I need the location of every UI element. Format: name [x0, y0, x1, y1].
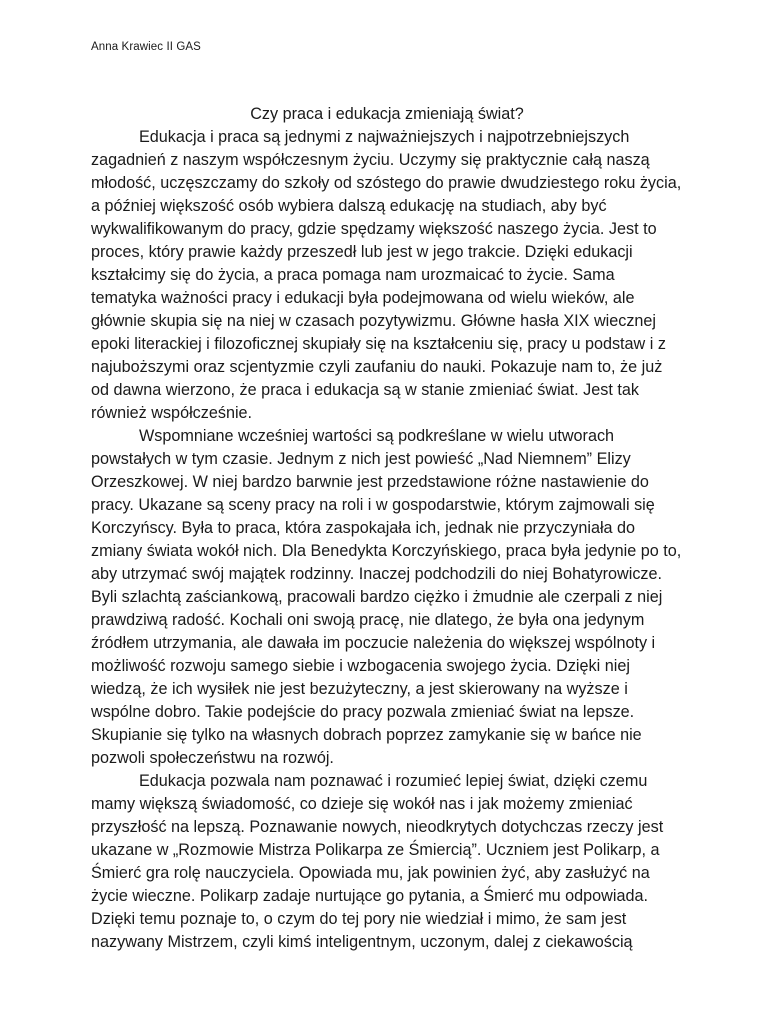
document-title: Czy praca i edukacja zmieniają świat? [250, 105, 524, 123]
paragraph-2: Wspomniane wcześniej wartości są podkreślane w wielu utworach powstałych w tym czasie. Jednym z nich jest powieść „Nad Niemnem” Elizy Orzeszkowej. W niej bardzo barwnie jest przedstawione różne nastawienie do pracy. Ukazane są sceny pracy na roli i w gospodarstwie, którym zajmowali się Korczyńscy. Była to praca, która zaspokajała ich, jednak nie przyczyniała do zmiany świata wokół nich. Dla Benedykta Korczyńskiego, praca była jedynie po to, aby utrzymać swój majątek rodzinny. Inaczej podchodzili do niej Bohatyrowicze. Byli szlachtą zaściankową, pracowali bardzo ciężko i żmudnie ale czerpali z niej prawdziwą radość. Kochali oni swoją pracę, nie dlatego, że była ona jedynym źródłem utrzymania, ale dawała im poczucie należenia do większej wspólnoty i możliwość rozwoju samego siebie i wzbogacenia swojego życia. Dzięki niej wiedzą, że ich wysiłek nie jest bezużyteczny, a jest skierowany na wyższe i wspólne dobro. Takie podejście do pracy pozwala zmieniać świat na lepsze. Skupianie się tylko na własnych dobrach poprzez zamykanie się w bańce nie pozwoli społeczeństwu na rozwój. [91, 427, 682, 767]
author-header: Anna Krawiec II GAS [91, 41, 201, 53]
document-body [91, 103, 683, 954]
paragraph-3: Edukacja pozwala nam poznawać i rozumieć lepiej świat, dzięki czemu mamy większą świadomość, co dzieje się wokół nas i jak możemy zmieniać przyszłość na lepszą. Poznawanie nowych, nieodkrytych dotychczas rzeczy jest ukazane w „Rozmowie Mistrza Polikarpa ze Śmiercią”. Uczniem jest Polikarp, a Śmierć gra rolę nauczyciela. Opowiada mu, jak powinien żyć, aby zasłużyć na życie wieczne. Polikarp zadaje nurtujące go pytania, a Śmierć mu odpowiada. Dzięki temu poznaje to, o czym do tej pory nie wiedział i mimo, że sam jest nazywany Mistrzem, czyli kimś inteligentnym, uczonym, dalej z ciekawością [91, 772, 664, 951]
paragraph-1: Edukacja i praca są jednymi z najważniejszych i najpotrzebniejszych zagadnień z naszym współczesnym życiu. Uczymy się praktycznie całą naszą młodość, uczęszczamy do szkoły od szóstego do prawie dwudziestego roku życia, a później większość osób wybiera dalszą edukację na studiach, aby być wykwalifikowanym do pracy, gdzie spędzamy większość naszego życia. Jest to proces, który prawie każdy przeszedł lub jest w jego trakcie. Dzięki edukacji kształcimy się do życia, a praca pomaga nam urozmaicać to życie. Sama tematyka ważności pracy i edukacji była podejmowana od wielu wieków, ale głównie skupia się na niej w czasach pozytywizmu. Główne hasła XIX wiecznej epoki literackiej i filozoficznej skupiały się na kształceniu się, pracy u podstaw i z najuboższymi oraz scjentyzmie czyli zaufaniu do nauki. Pokazuje nam to, że już od dawna wierzono, że praca i edukacja są w stanie zmieniać świat. Jest tak również współcześnie. [91, 128, 682, 422]
